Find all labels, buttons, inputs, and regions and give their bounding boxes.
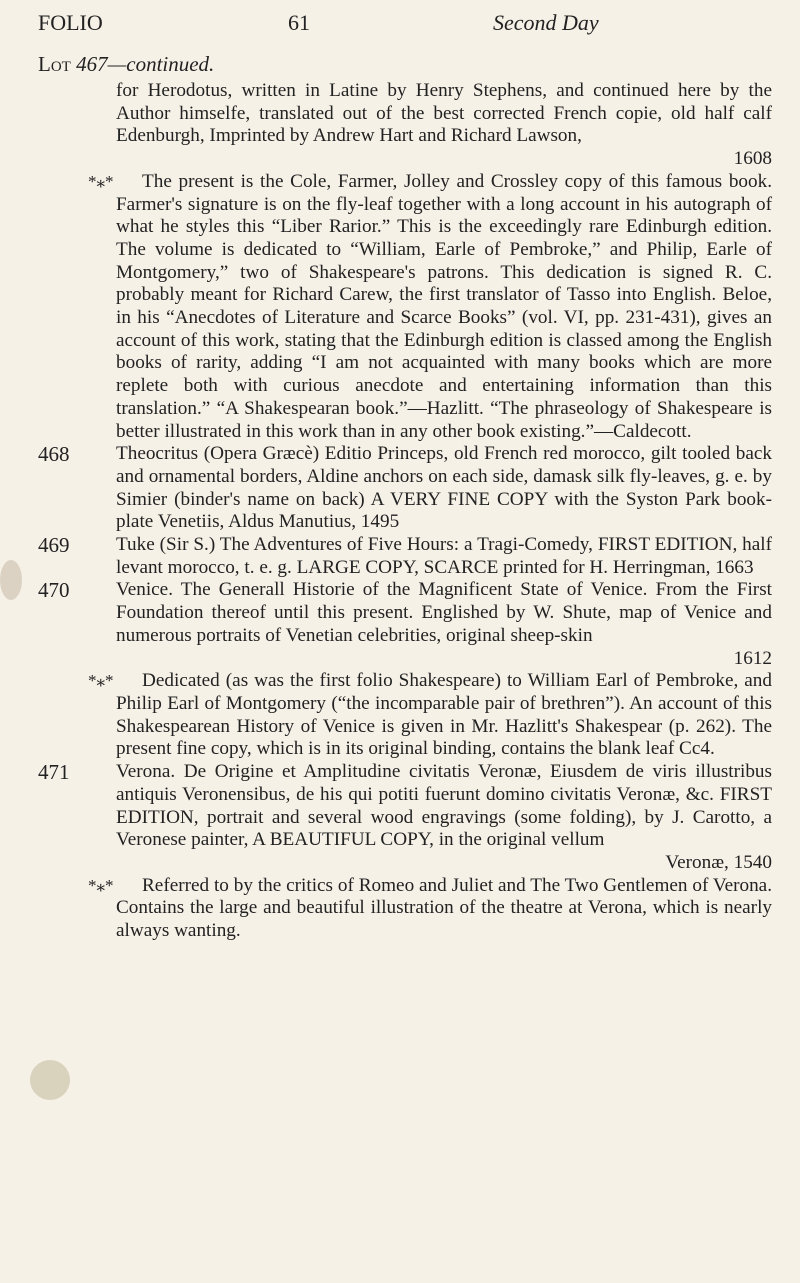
- page-stain: [30, 1060, 70, 1100]
- lot-text: Venice. The Generall Historie of the Magnificent State of Venice. From the First Foundation thereof until this present. Englished by W. Shute, map of Venice and numerous portraits of Venetian celebrities, original sheep-skin: [116, 579, 772, 646]
- lot-note: [38, 670, 772, 761]
- lot-note: [38, 171, 772, 443]
- lot-date: Veronæ, 1540: [665, 851, 772, 873]
- note-text: The present is the Cole, Farmer, Jolley and Crossley copy of this famous book. Farmer's signature is on the fly-leaf together with a long account in his autograph of what he styles this “Liber Rarior.” This is the exceedingly rare Edinburgh edition. The volume is dedicated to “William, Earle of Pembroke,” and Philip, Earle of Montgomery,” two of Shakespeare's patrons. This dedication is signed R. C. probably meant for Richard Carew, the first translator of Tasso into English. Beloe, in his “Anecdotes of Literature and Scarce Books” (vol. VI, pp. 231-431), gives an account of this work, stating that the Edinburgh edition is classed among the English books of rarity, adding “I am not acquainted with many books which are more replete both with curious anecdote and entertaining information than this translation.” “A Shakespearan book.”—Hazlitt. “The phraseology of Shakespeare is better illustrated in this work than in any other book existing.”—Caldecott.: [116, 170, 772, 442]
- lot-date: 1608: [733, 148, 772, 170]
- lot-entry: [38, 80, 772, 171]
- lot-entry: [38, 761, 772, 875]
- lot-text: Verona. De Origine et Amplitudine civitatis Veronæ, Eiusdem de viris illustribus antiquis Veronensibus, de his qui potiti fuerunt domino civitatis Veronæ, &c. FIRST EDITION, portrait and several wood engravings (some folding), by J. Carotto, a Veronese painter, A BEAUTIFUL COPY, in the original vellum: [116, 761, 772, 851]
- note-text: Dedicated (as was the first folio Shakespeare) to William Earl of Pembroke, and Philip Earl of Montgomery (“the incomparable pair of brethren”). An account of this Shakespearean History of Venice is given in Mr. Hazlitt's Shakespear (p. 262). The present fine copy, which is in its original binding, contains the blank leaf Cc4.: [116, 670, 772, 760]
- lot-date: 1612: [733, 647, 772, 669]
- page-number: 61: [288, 10, 310, 35]
- lot-entry: [38, 579, 772, 670]
- asterism-icon: *⁎*: [88, 875, 114, 895]
- lot-text: Theocritus (Opera Græcè) Editio Princeps, old French red morocco, gilt tooled back and ornamental borders, Aldine anchors on each side, damask silk fly-leaves, g. e. by Simier (binder's name on back) A VERY FINE COPY with the Syston Park book-plate Venetiis, Aldus Manutius, 1495: [116, 443, 772, 533]
- lot-entry: [38, 443, 772, 534]
- page-stain: [0, 560, 22, 600]
- lot-text: Tuke (Sir S.) The Adventures of Five Hours: a Tragi-Comedy, FIRST EDITION, half levant morocco, t. e. g. LARGE COPY, SCARCE printed for H. Herringman, 1663: [116, 534, 772, 578]
- lot-number: 471: [38, 760, 70, 785]
- section-title: Second Day: [493, 10, 599, 35]
- lot-number: 468: [38, 442, 70, 467]
- note-text: Referred to by the critics of Romeo and Juliet and The Two Gentlemen of Verona. Contains the large and beautiful illustration of the theatre at Verona, which is nearly always wanting.: [116, 874, 772, 942]
- lot-number: 469: [38, 533, 70, 558]
- folio-label: FOLIO: [38, 10, 103, 35]
- lot-entry: [38, 534, 772, 579]
- catalogue-body: [38, 80, 772, 943]
- asterism-icon: *⁎*: [88, 171, 114, 191]
- lot-heading: [38, 52, 214, 77]
- running-header: [38, 10, 770, 36]
- asterism-icon: *⁎*: [88, 671, 114, 691]
- lot-text: for Herodotus, written in Latine by Henry Stephens, and continued here by the Author himselfe, translated out of the best corrected French copie, old half calf Edenburgh, Imprinted by Andrew Hart and Richard Lawson,: [116, 80, 772, 147]
- lot-label: Lot: [38, 52, 71, 76]
- lot-number: 470: [38, 578, 70, 603]
- lot-note: [38, 875, 772, 943]
- lot-number: 467—continued.: [76, 52, 215, 76]
